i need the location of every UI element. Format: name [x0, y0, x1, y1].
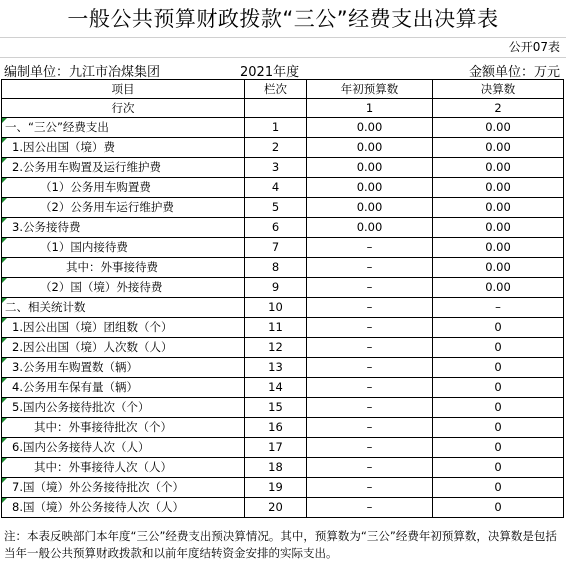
table-row — [2, 298, 564, 318]
table-row — [2, 318, 564, 338]
final-cell: 0.00 — [433, 238, 564, 258]
budget-cell: – — [307, 278, 433, 298]
final-cell: 0.00 — [433, 118, 564, 138]
final-cell: 0.00 — [433, 158, 564, 178]
report-title: 一般公共预算财政拨款“三公”经费支出决算表 — [67, 7, 499, 31]
budget-cell: 0.00 — [307, 198, 433, 218]
line-number-cell: 14 — [245, 378, 307, 398]
table-row — [2, 358, 564, 378]
line-number-cell: 18 — [245, 458, 307, 478]
table-row — [2, 478, 564, 498]
divider — [0, 57, 566, 58]
header-line-no: 栏次 — [245, 80, 307, 99]
reporting-unit: 编制单位：九江市冶煤集团 — [4, 65, 161, 80]
item-cell: 3.公务用车购置数（辆） — [2, 358, 245, 378]
budget-cell: – — [307, 298, 433, 318]
budget-cell: 0.00 — [307, 158, 433, 178]
item-cell: 2.公务用车购置及运行维护费 — [2, 158, 245, 178]
budget-cell: – — [307, 418, 433, 438]
table-row — [2, 118, 564, 138]
amount-unit: 金额单位：万元 — [468, 65, 560, 80]
table-row — [2, 338, 564, 358]
header-final: 决算数 — [433, 80, 564, 99]
line-number-cell: 9 — [245, 278, 307, 298]
budget-cell: – — [307, 238, 433, 258]
budget-cell: – — [307, 458, 433, 478]
divider — [0, 37, 566, 38]
table-row — [2, 258, 564, 278]
line-number-cell: 16 — [245, 418, 307, 438]
item-cell: 其中：外事接待费 — [2, 258, 245, 278]
expenditure-table — [1, 79, 564, 518]
row-label-cell: 行次 — [2, 99, 245, 118]
fiscal-year: 2021年度 — [240, 65, 300, 80]
line-number-cell: 12 — [245, 338, 307, 358]
budget-cell: 0.00 — [307, 218, 433, 238]
budget-cell: – — [307, 338, 433, 358]
table-row — [2, 458, 564, 478]
final-cell: 0 — [433, 438, 564, 458]
empty-cell — [245, 99, 307, 118]
line-number-cell: 2 — [245, 138, 307, 158]
budget-cell: – — [307, 478, 433, 498]
line-number-cell: 3 — [245, 158, 307, 178]
budget-cell: – — [307, 318, 433, 338]
table-row — [2, 418, 564, 438]
line-number-cell: 15 — [245, 398, 307, 418]
final-column-number: 2 — [433, 99, 564, 118]
item-cell: 其中：外事接待人次（人） — [2, 458, 245, 478]
final-cell: 0 — [433, 418, 564, 438]
table-row — [2, 138, 564, 158]
final-cell: 0 — [433, 378, 564, 398]
line-number-cell: 1 — [245, 118, 307, 138]
item-cell: 7.国（境）外公务接待批次（个） — [2, 478, 245, 498]
budget-cell: – — [307, 398, 433, 418]
line-number-cell: 7 — [245, 238, 307, 258]
final-cell: 0 — [433, 318, 564, 338]
budget-cell: – — [307, 438, 433, 458]
budget-cell: – — [307, 358, 433, 378]
table-row — [2, 498, 564, 518]
meta-row — [0, 59, 566, 79]
item-cell: （2）公务用车运行维护费 — [2, 198, 245, 218]
item-cell: （1）公务用车购置费 — [2, 178, 245, 198]
item-cell: 二、相关统计数 — [2, 298, 245, 318]
table-row — [2, 198, 564, 218]
header-budget: 年初预算数 — [307, 80, 433, 99]
item-cell: 6.国内公务接待人次（人） — [2, 438, 245, 458]
line-number-cell: 8 — [245, 258, 307, 278]
line-number-cell: 20 — [245, 498, 307, 518]
final-cell: 0 — [433, 338, 564, 358]
final-cell: 0 — [433, 478, 564, 498]
table-row — [2, 218, 564, 238]
table-row — [2, 158, 564, 178]
line-number-cell: 13 — [245, 358, 307, 378]
table-row — [2, 438, 564, 458]
final-cell: 0 — [433, 498, 564, 518]
header-row — [2, 80, 564, 99]
final-cell: 0 — [433, 398, 564, 418]
header-item: 项目 — [2, 80, 245, 99]
table-row — [2, 398, 564, 418]
item-cell: 一、“三公”经费支出 — [2, 118, 245, 138]
table-row — [2, 278, 564, 298]
line-number-cell: 6 — [245, 218, 307, 238]
final-cell: 0 — [433, 358, 564, 378]
item-cell: 其中：外事接待批次（个） — [2, 418, 245, 438]
line-number-cell: 5 — [245, 198, 307, 218]
line-number-cell: 19 — [245, 478, 307, 498]
line-number-cell: 11 — [245, 318, 307, 338]
final-cell: 0.00 — [433, 218, 564, 238]
item-cell: 1.因公出国（境）团组数（个） — [2, 318, 245, 338]
item-cell: （1）国内接待费 — [2, 238, 245, 258]
final-cell: 0.00 — [433, 178, 564, 198]
item-cell: 4.公务用车保有量（辆） — [2, 378, 245, 398]
footnote: 注：本表反映部门本年度“三公”经费支出预决算情况。其中，预算数为“三公”经费年初预算数，决算数是包括当年一般公共预算财政拨款和以前年度结转资金安排的实际支出。 — [4, 529, 557, 560]
form-number: 公开07表 — [508, 40, 560, 54]
budget-cell: – — [307, 258, 433, 278]
final-cell: 0.00 — [433, 258, 564, 278]
table-row — [2, 378, 564, 398]
line-number-cell: 17 — [245, 438, 307, 458]
final-cell: 0.00 — [433, 198, 564, 218]
budget-cell: 0.00 — [307, 118, 433, 138]
line-number-cell: 10 — [245, 298, 307, 318]
item-cell: 1.因公出国（境）费 — [2, 138, 245, 158]
budget-cell: 0.00 — [307, 178, 433, 198]
item-cell: 5.国内公务接待批次（个） — [2, 398, 245, 418]
budget-column-number: 1 — [307, 99, 433, 118]
final-cell: – — [433, 298, 564, 318]
item-cell: 8.国（境）外公务接待人次（人） — [2, 498, 245, 518]
final-cell: 0.00 — [433, 138, 564, 158]
item-cell: 2.因公出国（境）人次数（人） — [2, 338, 245, 358]
column-number-row — [2, 99, 564, 118]
budget-cell: – — [307, 378, 433, 398]
table-row — [2, 238, 564, 258]
item-cell: 3.公务接待费 — [2, 218, 245, 238]
budget-cell: – — [307, 498, 433, 518]
table-row — [2, 178, 564, 198]
item-cell: （2）国（境）外接待费 — [2, 278, 245, 298]
final-cell: 0 — [433, 458, 564, 478]
final-cell: 0.00 — [433, 278, 564, 298]
line-number-cell: 4 — [245, 178, 307, 198]
budget-cell: 0.00 — [307, 138, 433, 158]
